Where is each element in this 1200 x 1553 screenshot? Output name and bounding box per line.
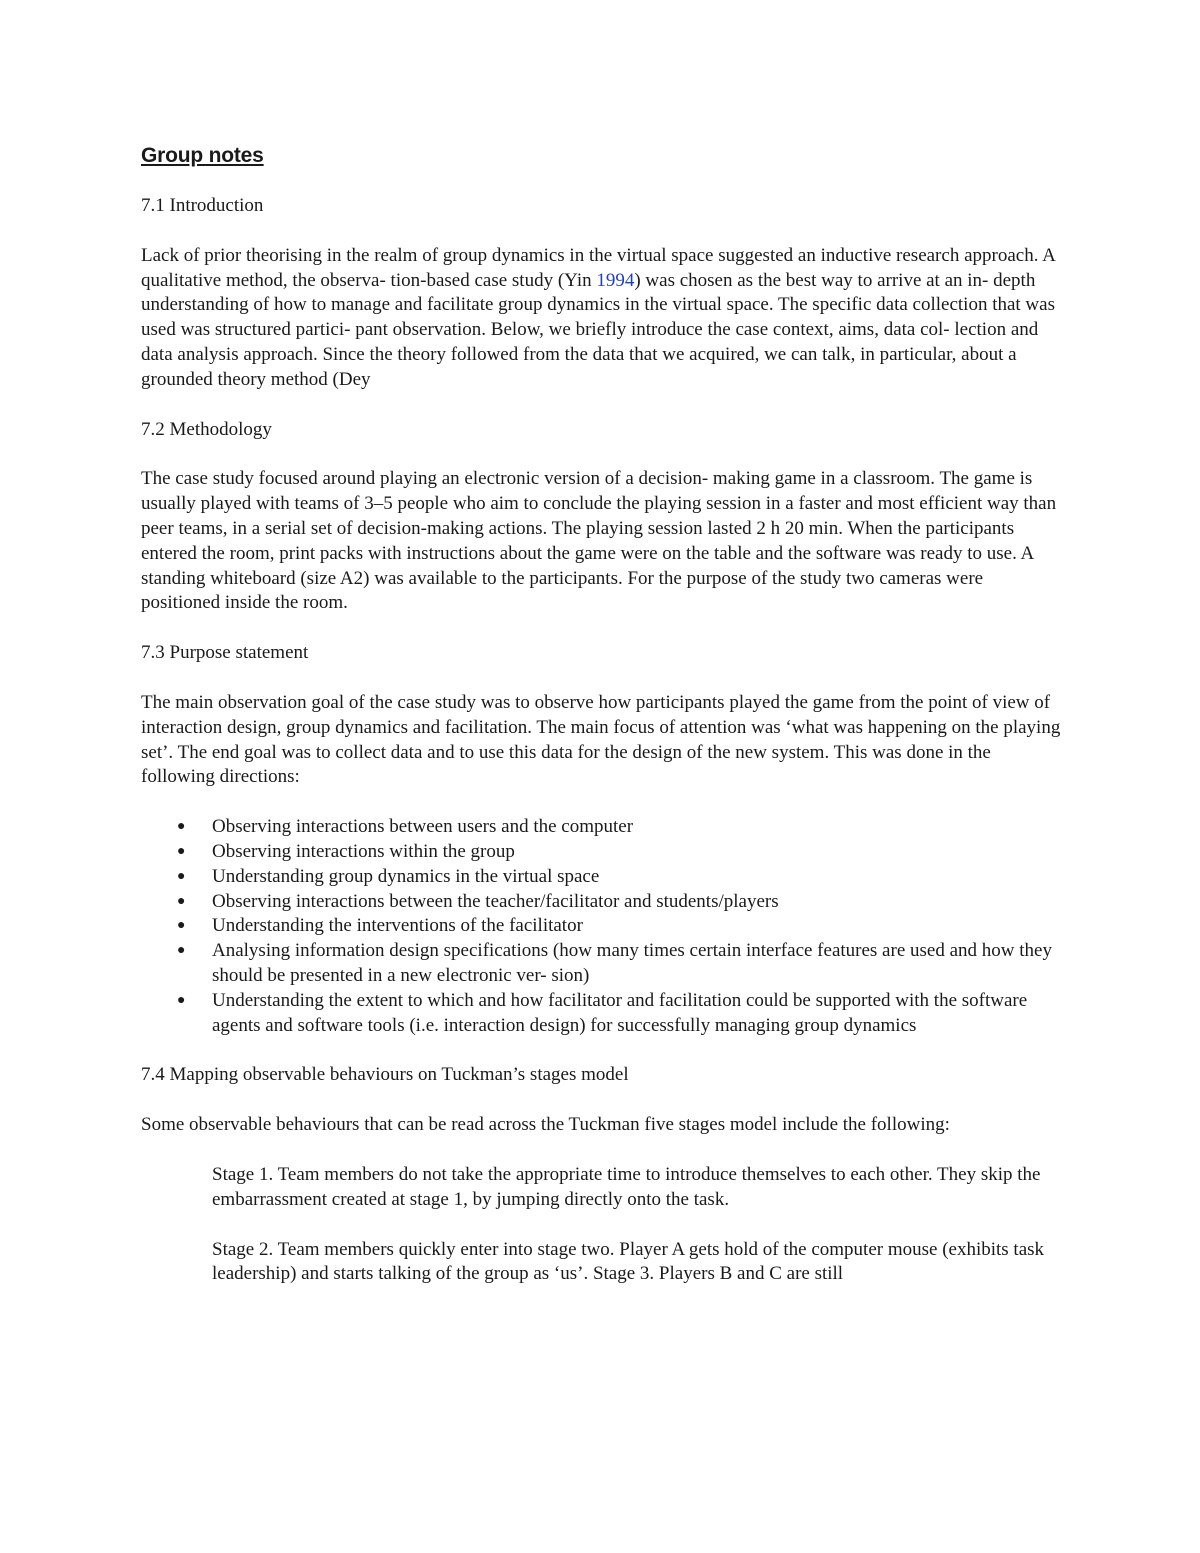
list-item-text: Understanding the interventions of the facilitator: [212, 915, 583, 937]
spacer: [141, 1213, 1061, 1238]
section-heading-tuckman: 7.4 Mapping observable behaviours on Tuckman’s stages model: [141, 1064, 629, 1086]
spacer: [141, 442, 1061, 467]
list-item: [141, 890, 1061, 915]
spacer: [141, 1138, 1061, 1163]
list-item-text: Understanding the extent to which and how facilitator and facilitation could be supported with the software agents and software tools (i.e. interaction design) for successfully managing group dynamics: [212, 989, 1028, 1036]
list-item-text: Observing interactions between the teacher/facilitator and students/players: [212, 890, 779, 912]
list-item: [141, 939, 1061, 989]
list-item-text: Analysing information design specifications (how many times certain interface features are used and how they should be presented in a new electronic ver- sion): [212, 940, 1052, 986]
document-page: [141, 140, 1061, 1287]
list-item: [141, 989, 1061, 1039]
spacer: [141, 393, 1061, 418]
bullet-icon: ●: [177, 992, 186, 1008]
methodology-paragraph: The case study focused around playing an electronic version of a decision- making game in a classroom. The game is usually played with teams of 3–5 people who aim to conclude the playing session in a faster and most efficient way than peer teams, in a serial set of decision-making actions. The playing session lasted 2 h 20 min. When the participants entered the room, print packs with instructions about the game were on the table and the software was ready to use. A standing whiteboard (size A2) was available to the participants. For the purpose of the study two cameras were positioned inside the room.: [141, 468, 1057, 614]
list-item-text: Observing interactions within the group: [212, 840, 515, 862]
bullet-icon: ●: [177, 868, 186, 884]
purpose-paragraph: The main observation goal of the case study was to observe how participants played the game from the point of view of interaction design, group dynamics and facilitation. The main focus of attention was ‘what was happening on the playing set’. The end goal was to collect data and to use this data for the design of the new system. This was done in the following directions:: [141, 691, 1061, 788]
list-item-text: Understanding group dynamics in the virtual space: [212, 865, 600, 887]
list-item-text: Observing interactions between users and the computer: [212, 816, 634, 838]
spacer: [141, 616, 1061, 641]
list-item: [141, 840, 1061, 865]
tuckman-paragraph: Some observable behaviours that can be read across the Tuckman five stages model include the following:: [141, 1114, 950, 1136]
bullet-icon: ●: [177, 819, 186, 835]
bullet-icon: ●: [177, 918, 186, 934]
spacer: [141, 790, 1061, 815]
stage-paragraph: Stage 2. Team members quickly enter into stage two. Player A gets hold of the computer mouse (exhibits task leadership) and starts talking of the group as ‘us’. Stage 3. Players B and C are still: [212, 1238, 1045, 1285]
list-item: [141, 815, 1061, 840]
bullet-icon: ●: [177, 843, 186, 859]
introduction-text-end: ) was chosen as the best way to arrive at an in- depth understanding of how to manage and facilitate group dynamics in the virtual space. The specific data collection that was used was structured partici- pant observation. Below, we briefly introduce the case context, aims, data col- lection and data analysis approach. Since the theory followed from the data that we acquired, we can talk, in particular, about a grounded theory method (Dey: [141, 269, 1055, 390]
spacer: [141, 666, 1061, 691]
list-item: [141, 865, 1061, 890]
stage-paragraph: Stage 1. Team members do not take the appropriate time to introduce themselves to each other. They skip the embarrassment created at stage 1, by jumping directly onto the task.: [212, 1163, 1041, 1210]
document-title: Group notes: [141, 144, 264, 167]
section-heading-purpose: 7.3 Purpose statement: [141, 642, 309, 664]
spacer: [141, 172, 1061, 194]
spacer: [141, 219, 1061, 244]
spacer: [141, 1088, 1061, 1113]
list-item: [141, 914, 1061, 939]
bullet-icon: ●: [177, 943, 186, 959]
introduction-paragraph: [141, 244, 1061, 393]
introduction-text-start: Lack of prior theorising in the realm of group dynamics in the virtual space suggested an inductive research approach. A qualitative method, the observa- tion-based case study (Yin: [141, 244, 1055, 291]
observation-directions-list: [141, 815, 1061, 1038]
section-heading-introduction: 7.1 Introduction: [141, 195, 264, 216]
section-heading-methodology: 7.2 Methodology: [141, 418, 272, 440]
spacer: [141, 1038, 1061, 1063]
citation-link-1994[interactable]: 1994: [596, 269, 635, 291]
bullet-icon: ●: [177, 893, 186, 909]
